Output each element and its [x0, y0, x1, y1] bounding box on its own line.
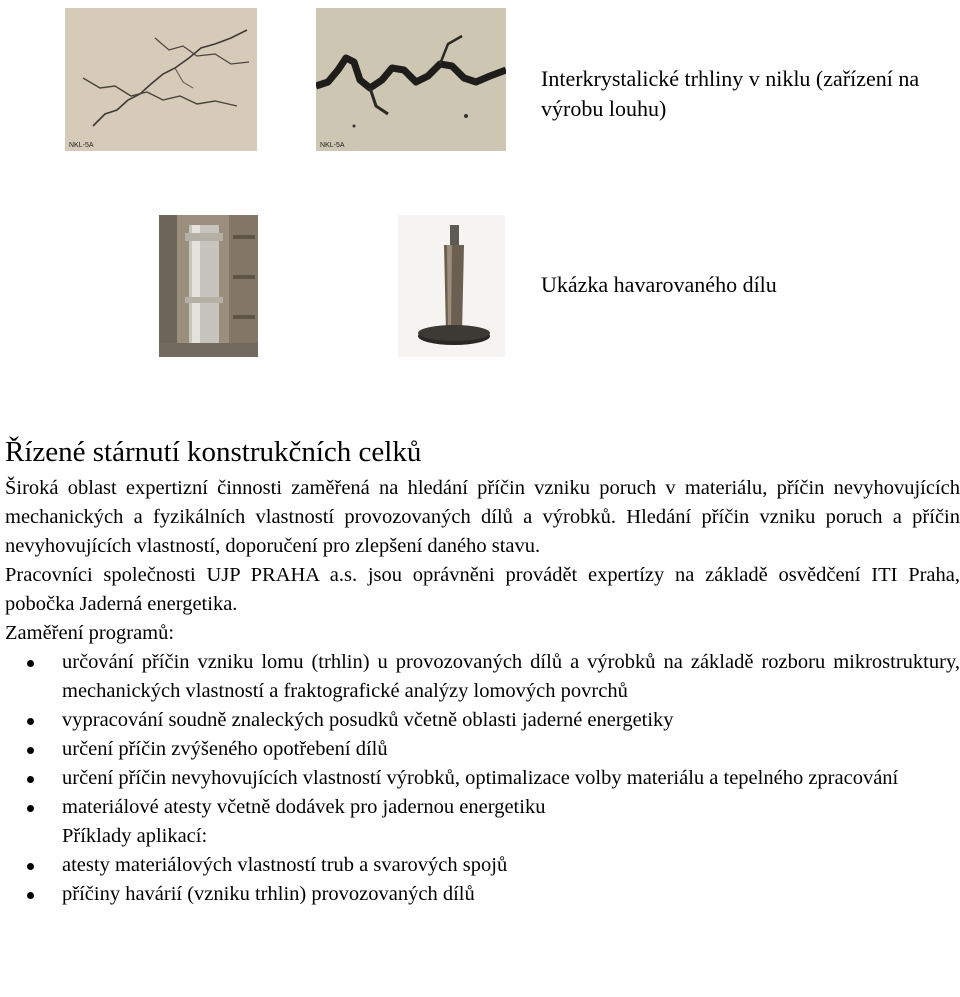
caption-cracks: Interkrystalické trhliny v niklu (zařízení na výrobu louhu)	[541, 66, 920, 121]
industrial-pipe-photo	[159, 215, 258, 357]
photo-left-label: NKL-5A	[69, 142, 94, 149]
section-body	[5, 474, 960, 909]
examples-list	[5, 851, 960, 909]
list-item: určení příčin zvýšeného opotřebení dílů	[5, 735, 960, 764]
caption-damaged-part: Ukázka havarovaného dílu	[541, 272, 777, 297]
list-item: určení příčin nevyhovujících vlastností výrobků, optimalizace volby materiálu a tepelného zpracování	[5, 764, 960, 793]
program-focus-label: Zaměření programů:	[5, 622, 175, 644]
program-list	[5, 648, 960, 822]
section-heading: Řízené stárnutí konstrukčních celků	[5, 436, 422, 468]
list-item: určování příčin vzniku lomu (trhlin) u provozovaných dílů a výrobků na základě rozboru mikrostruktury, mechanických vlastností a fraktografické analýzy lomových povrchů	[5, 648, 960, 706]
list-item: příčiny havárií (vzniku trhlin) provozovaných dílů	[5, 880, 960, 909]
photo-right-label: NKL-5A	[320, 142, 345, 149]
crack-micrograph-photo-2	[316, 8, 506, 151]
crack-micrograph-photo-1	[65, 8, 257, 151]
intro-paragraph: Široká oblast expertizní činnosti zaměřená na hledání příčin vzniku poruch v materiálu, příčin nevyhovujících mechanických a fyzikálních vlastností provozovaných dílů a výrobků. Hledání příčin vzniku poruch a příčin nevyhovujících vlastností, doporučení pro zlepšení daného stavu.	[5, 477, 960, 557]
list-item: atesty materiálových vlastností trub a svarových spojů	[5, 851, 960, 880]
examples-label: Příklady aplikací:	[62, 825, 208, 847]
damaged-part-photo	[398, 215, 505, 357]
list-item: materiálové atesty včetně dodávek pro jadernou energetiku	[5, 793, 960, 822]
list-item: vypracování soudně znaleckých posudků včetně oblasti jaderné energetiky	[5, 706, 960, 735]
authorization-paragraph: Pracovníci společnosti UJP PRAHA a.s. jsou oprávněni provádět expertízy na základě osvědčení ITI Praha, pobočka Jaderná energetika.	[5, 564, 960, 615]
